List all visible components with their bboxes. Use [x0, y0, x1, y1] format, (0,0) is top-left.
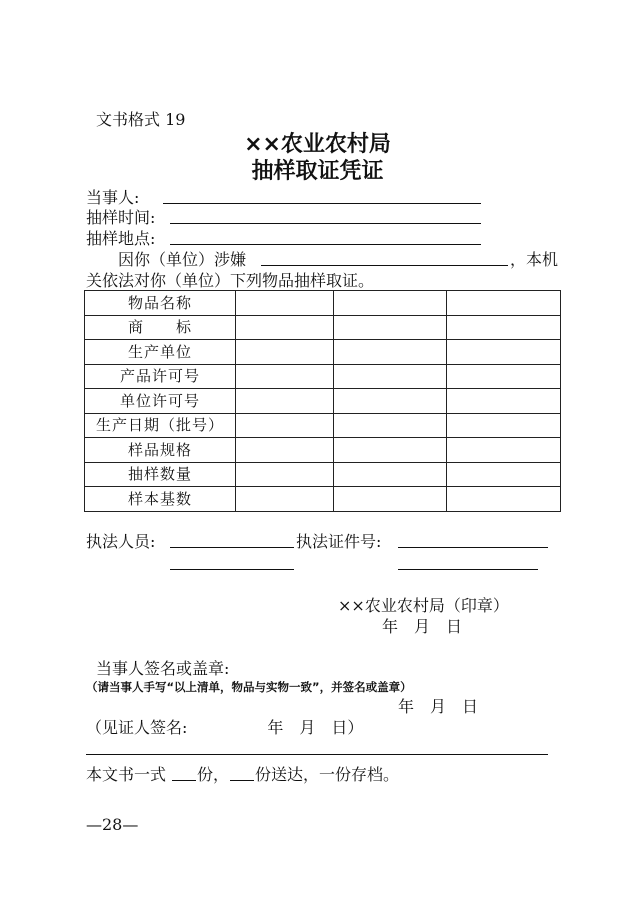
row-label: 抽样数量	[85, 462, 236, 487]
suspect-field[interactable]	[261, 265, 508, 266]
seal-date: 年 月 日	[382, 617, 463, 636]
format-number: 文书格式 19	[96, 110, 186, 129]
copies-text-c: 份送达，一份存档。	[255, 765, 400, 784]
table-row	[85, 364, 561, 389]
sample-cell-2[interactable]	[334, 438, 447, 463]
sample-cell-1[interactable]	[236, 291, 334, 316]
sample-cell-1[interactable]	[236, 389, 334, 414]
sample-cell-3[interactable]	[447, 340, 561, 365]
table-row	[85, 413, 561, 438]
party-sign-note: （请当事人手写“以上清单，物品与实物一致”，并签名或盖章）	[86, 680, 412, 694]
sample-cell-3[interactable]	[447, 364, 561, 389]
table-row	[85, 291, 561, 316]
party-sign-label: 当事人签名或盖章:	[96, 659, 230, 678]
seal-org: ××农业农村局（印章）	[338, 596, 509, 615]
sample-cell-3[interactable]	[447, 315, 561, 340]
row-label: 商 标	[85, 315, 236, 340]
sample-cell-3[interactable]	[447, 438, 561, 463]
suspect-prefix: 因你（单位）涉嫌	[118, 250, 247, 269]
sample-cell-3[interactable]	[447, 291, 561, 316]
sample-cell-2[interactable]	[334, 389, 447, 414]
party-field[interactable]	[163, 203, 481, 204]
sample-cell-2[interactable]	[334, 462, 447, 487]
sample-cell-3[interactable]	[447, 487, 561, 512]
sample-cell-2[interactable]	[334, 364, 447, 389]
sampling-place-label: 抽样地点:	[86, 229, 156, 248]
sampling-place-field[interactable]	[170, 244, 481, 245]
sample-cell-1[interactable]	[236, 364, 334, 389]
witness-sign: （见证人签名: 年 月 日）	[86, 718, 364, 737]
sample-cell-1[interactable]	[236, 487, 334, 512]
suspect-line-2: 关依法对你（单位）下列物品抽样取证。	[86, 271, 375, 290]
sample-cell-2[interactable]	[334, 315, 447, 340]
sample-cell-1[interactable]	[236, 315, 334, 340]
table-row	[85, 315, 561, 340]
row-label: 产品许可号	[85, 364, 236, 389]
table-row	[85, 438, 561, 463]
document-title: 抽样取证凭证	[251, 159, 384, 184]
table-row	[85, 462, 561, 487]
separator-line	[86, 754, 548, 755]
copies-served-field[interactable]	[230, 780, 254, 781]
sample-cell-3[interactable]	[447, 413, 561, 438]
sample-cell-2[interactable]	[334, 340, 447, 365]
row-label: 生产单位	[85, 340, 236, 365]
row-label: 样品规格	[85, 438, 236, 463]
cert-field-2[interactable]	[398, 569, 538, 570]
table-row	[85, 487, 561, 512]
sample-cell-3[interactable]	[447, 389, 561, 414]
sampling-time-label: 抽样时间:	[86, 208, 156, 227]
table-row	[85, 389, 561, 414]
sample-cell-3[interactable]	[447, 462, 561, 487]
sample-cell-2[interactable]	[334, 291, 447, 316]
party-sign-date: 年 月 日	[398, 697, 479, 716]
cert-label: 执法证件号:	[296, 532, 382, 551]
sample-table	[84, 290, 561, 512]
copies-text-b: 份，	[197, 765, 230, 784]
sample-cell-1[interactable]	[236, 413, 334, 438]
staff-field-1[interactable]	[170, 547, 294, 548]
page-number: —28—	[86, 815, 139, 834]
table-row	[85, 340, 561, 365]
party-label: 当事人:	[86, 188, 140, 207]
sample-cell-1[interactable]	[236, 340, 334, 365]
staff-label: 执法人员:	[86, 532, 156, 551]
staff-field-2[interactable]	[170, 569, 294, 570]
row-label: 物品名称	[85, 291, 236, 316]
row-label: 生产日期（批号）	[85, 413, 236, 438]
sample-cell-2[interactable]	[334, 487, 447, 512]
row-label: 单位许可号	[85, 389, 236, 414]
copies-total-field[interactable]	[172, 780, 196, 781]
sampling-time-field[interactable]	[170, 223, 481, 224]
copies-text-a: 本文书一式	[86, 765, 167, 784]
issuing-authority: ××农业农村局	[244, 132, 391, 157]
suspect-suffix: ，本机	[510, 250, 559, 269]
cert-field-1[interactable]	[398, 547, 548, 548]
row-label: 样本基数	[85, 487, 236, 512]
sample-cell-1[interactable]	[236, 462, 334, 487]
sample-cell-2[interactable]	[334, 413, 447, 438]
sample-cell-1[interactable]	[236, 438, 334, 463]
